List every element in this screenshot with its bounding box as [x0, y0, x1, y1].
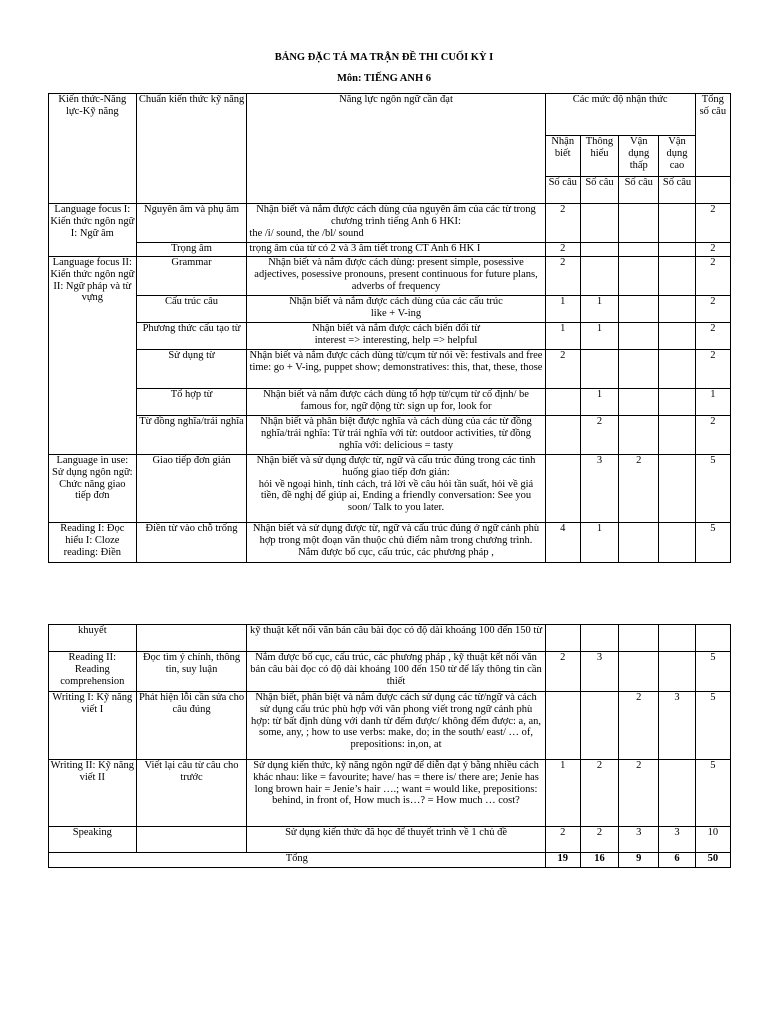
- requirement-cell: Nắm được bố cục, cấu trúc, các phương pháp , kỹ thuật kết nối văn bản câu bài đọc có độ dài khoảng 100 đến 150 từ để lấy thông tin cần thiết: [247, 652, 545, 692]
- requirement-cell: [247, 296, 545, 323]
- count-thong-hieu: [580, 692, 618, 760]
- count-nhan-biet: [545, 389, 580, 416]
- count-total: 10: [695, 827, 730, 853]
- count-total: 5: [695, 455, 730, 523]
- count-nhan-biet: [545, 455, 580, 523]
- knowledge-cell: Reading II: Reading comprehension: [49, 652, 137, 692]
- count-van-dung-cao: 3: [659, 827, 695, 853]
- count-van-dung-thap: [619, 257, 659, 296]
- count-thong-hieu: 1: [580, 323, 618, 350]
- count-van-dung-cao: [659, 760, 695, 827]
- count-van-dung-thap: [619, 350, 659, 389]
- count-van-dung-thap: 2: [619, 760, 659, 827]
- count-nhan-biet: 2: [545, 350, 580, 389]
- standard-cell: Phát hiện lỗi cần sửa cho câu đúng: [136, 692, 247, 760]
- so-cau-label: Số câu: [545, 177, 580, 204]
- count-thong-hieu: [580, 243, 618, 257]
- count-nhan-biet: 2: [545, 204, 580, 243]
- count-thong-hieu: 3: [580, 455, 618, 523]
- section-language-in-use: Language in use: Sử dụng ngôn ngữ: Chức năng giao tiếp đơn: [49, 455, 137, 523]
- standard-cell: Điền từ vào chỗ trống: [136, 523, 247, 563]
- knowledge-cell: khuyết: [49, 625, 137, 652]
- so-cau-label: Số câu: [580, 177, 618, 204]
- count-van-dung-cao: [659, 455, 695, 523]
- standard-cell: Viết lại câu từ câu cho trước: [136, 760, 247, 827]
- count-total: 5: [695, 692, 730, 760]
- count-thong-hieu: [580, 204, 618, 243]
- requirement-cell: Nhận biết và phân biệt được nghĩa và cách dùng của các từ đồng nghĩa/trái nghĩa: Từ trái nghĩa với từ: outdoor activities, từ đồng nghĩa với: delicious = tasty: [247, 416, 545, 455]
- header-requirement: Năng lực ngôn ngữ cần đạt: [247, 94, 545, 204]
- section-language-focus-1: Language focus I: Kiến thức ngôn ngữ I: Ngữ âm: [49, 204, 137, 257]
- count-van-dung-thap: [619, 389, 659, 416]
- level-van-dung-cao: Vận dụng cao: [659, 136, 695, 177]
- count-van-dung-cao: [659, 416, 695, 455]
- count-total: 5: [695, 652, 730, 692]
- count-thong-hieu: [580, 350, 618, 389]
- knowledge-cell: Writing I: Kỹ năng viết I: [49, 692, 137, 760]
- count-nhan-biet: 1: [545, 760, 580, 827]
- count-van-dung-thap: [619, 323, 659, 350]
- count-total: [695, 625, 730, 652]
- standard-cell: Cấu trúc câu: [136, 296, 247, 323]
- standard-cell: Tổ hợp từ: [136, 389, 247, 416]
- requirement-cell: Sử dụng kiến thức, kỹ năng ngôn ngữ để diễn đạt ý bằng nhiều cách khác nhau: like = favourite; have/ has = there is/ there are; Jenie has long brown hair = Jenie’s hair ….; want = would like, prepositions: behind, in front of, How much is…? = How much … cost?: [247, 760, 545, 827]
- count-thong-hieu: 2: [580, 827, 618, 853]
- requirement-line: like + V-ing: [370, 307, 422, 319]
- standard-cell: Grammar: [136, 257, 247, 296]
- count-total: 5: [695, 523, 730, 563]
- count-van-dung-thap: [619, 523, 659, 563]
- so-cau-label: Số câu: [619, 177, 659, 204]
- total-thong-hieu: 16: [580, 853, 618, 868]
- header-levels: Các mức độ nhận thức: [545, 94, 695, 136]
- count-van-dung-cao: [659, 243, 695, 257]
- matrix-table-part-1: [48, 93, 731, 563]
- count-nhan-biet: 1: [545, 323, 580, 350]
- count-van-dung-thap: [619, 652, 659, 692]
- count-van-dung-cao: [659, 323, 695, 350]
- total-all: 50: [695, 853, 730, 868]
- standard-cell: Giao tiếp đơn giản: [136, 455, 247, 523]
- count-van-dung-cao: [659, 204, 695, 243]
- count-van-dung-thap: 2: [619, 455, 659, 523]
- matrix-table-part-2: [48, 624, 731, 868]
- requirement-cell: kỹ thuật kết nối văn bản câu bài đọc có độ dài khoảng 100 đến 150 từ: [247, 625, 545, 652]
- count-total: 2: [695, 323, 730, 350]
- count-van-dung-thap: [619, 625, 659, 652]
- count-thong-hieu: [580, 625, 618, 652]
- requirement-line: interest => interesting, help => helpful: [314, 334, 478, 346]
- count-thong-hieu: 1: [580, 389, 618, 416]
- count-van-dung-cao: [659, 350, 695, 389]
- knowledge-cell: Writing II: Kỹ năng viết II: [49, 760, 137, 827]
- count-nhan-biet: [545, 692, 580, 760]
- level-van-dung-thap: Vận dụng thấp: [619, 136, 659, 177]
- count-van-dung-cao: [659, 296, 695, 323]
- count-nhan-biet: [545, 416, 580, 455]
- requirement-cell: Nhận biết, phân biệt và nắm được cách sử dụng các từ/ngữ và cách sử dụng cấu trúc phù hợp với văn phong viết trong ngữ cảnh phù hợp: từ bất định dùng với danh từ đếm được/ không đếm được: a, an, some, any, ; how to use verbs: make, do; in the south/ east/ … of, prepositions: in,on, at: [247, 692, 545, 760]
- count-nhan-biet: 2: [545, 243, 580, 257]
- count-thong-hieu: 1: [580, 523, 618, 563]
- count-total: 1: [695, 389, 730, 416]
- requirement-cell: Nhận biết và sử dụng được từ, ngữ và cấu trúc đúng ở ngữ cảnh phù hợp trong một đoạn văn thuộc chủ điểm nằm trong chương trình. Nắm được bố cục, cấu trúc, các phương pháp ,: [247, 523, 545, 563]
- requirement-line: hỏi về ngoại hình, tính cách, trả lời về câu hỏi tần suất, hỏi về giá tiền, đề nghị để giúp ai, Ending a friendly conversation: See you soon/ Talk to you later.: [258, 478, 534, 514]
- document-title: BẢNG ĐẶC TẢ MA TRẬN ĐỀ THI CUỐI KỲ I: [274, 52, 494, 63]
- count-thong-hieu: [580, 257, 618, 296]
- count-thong-hieu: 2: [580, 416, 618, 455]
- requirement-cell: Nhận biết và nắm được cách dùng tổ hợp từ/cụm từ cố định/ be famous for, ngữ động từ: sign up for, look for: [247, 389, 545, 416]
- header-standard: Chuẩn kiến thức kỹ năng: [136, 94, 247, 204]
- count-van-dung-cao: [659, 523, 695, 563]
- count-van-dung-thap: [619, 204, 659, 243]
- count-van-dung-thap: [619, 296, 659, 323]
- requirement-line: Nhận biết và nắm được cách dùng của nguyên âm của các từ trong chương trình tiếng Anh 6 HKI:: [256, 204, 536, 227]
- section-language-focus-2: Language focus II: Kiến thức ngôn ngữ II: Ngữ pháp và từ vựng: [49, 257, 137, 455]
- count-total: 2: [695, 416, 730, 455]
- count-total: 2: [695, 350, 730, 389]
- count-van-dung-thap: [619, 416, 659, 455]
- standard-cell: Nguyên âm và phụ âm: [136, 204, 247, 243]
- standard-cell: Trọng âm: [136, 243, 247, 257]
- count-thong-hieu: 1: [580, 296, 618, 323]
- standard-cell: Sử dụng từ: [136, 350, 247, 389]
- count-nhan-biet: 4: [545, 523, 580, 563]
- requirement-cell: Sử dụng kiến thức đã học để thuyết trình về 1 chủ đề: [247, 827, 545, 853]
- total-van-dung-cao: 6: [659, 853, 695, 868]
- total-van-dung-thap: 9: [619, 853, 659, 868]
- count-thong-hieu: 2: [580, 760, 618, 827]
- requirement-line: Nhận biết và nắm được cách dùng của các cấu trúc: [289, 296, 503, 307]
- section-reading-1: Reading I: Đọc hiểu I: Cloze reading: Điền: [49, 523, 137, 563]
- count-nhan-biet: 2: [545, 257, 580, 296]
- header-knowledge: Kiến thức-Năng lực-Kỹ năng: [49, 94, 137, 204]
- total-row-label: Tổng: [49, 853, 546, 868]
- count-nhan-biet: [545, 625, 580, 652]
- requirement-cell: [247, 204, 545, 243]
- count-total: 5: [695, 760, 730, 827]
- level-nhan-biet: Nhận biết: [545, 136, 580, 177]
- count-total: 2: [695, 243, 730, 257]
- standard-cell: Đọc tìm ý chính, thông tin, suy luận: [136, 652, 247, 692]
- requirement-cell: trọng âm của từ có 2 và 3 âm tiết trong CT Anh 6 HK I: [247, 243, 545, 257]
- document-subtitle: Môn: TIẾNG ANH 6: [336, 73, 432, 84]
- requirement-cell: Nhận biết và nắm được cách dùng: present simple, posessive adjectives, posessive pronouns, present continuous for future plans, adverbs of frequency: [247, 257, 545, 296]
- so-cau-label: Số câu: [659, 177, 695, 204]
- requirement-cell: [247, 323, 545, 350]
- empty-cell: [695, 177, 730, 204]
- standard-cell: Từ đồng nghĩa/trái nghĩa: [136, 416, 247, 455]
- count-van-dung-cao: [659, 625, 695, 652]
- standard-cell: [136, 625, 247, 652]
- requirement-line: Nhận biết và nắm được cách biến đổi từ: [312, 323, 480, 334]
- count-van-dung-cao: [659, 257, 695, 296]
- count-van-dung-cao: 3: [659, 692, 695, 760]
- requirement-cell: [247, 455, 545, 523]
- standard-cell: [136, 827, 247, 853]
- requirement-line: Nhận biết và sử dụng được từ, ngữ và cấu trúc đúng trong các tình huống giao tiếp đơn giản:: [256, 455, 536, 478]
- count-van-dung-cao: [659, 652, 695, 692]
- count-van-dung-cao: [659, 389, 695, 416]
- knowledge-cell: Speaking: [49, 827, 137, 853]
- header-total: Tổng số câu: [695, 94, 730, 177]
- level-thong-hieu: Thông hiểu: [580, 136, 618, 177]
- total-nhan-biet: 19: [545, 853, 580, 868]
- count-nhan-biet: 2: [545, 827, 580, 853]
- count-van-dung-thap: 3: [619, 827, 659, 853]
- count-total: 2: [695, 296, 730, 323]
- count-nhan-biet: 2: [545, 652, 580, 692]
- requirement-line: the /i/ sound, the /bl/ sound: [249, 227, 364, 239]
- count-total: 2: [695, 204, 730, 243]
- standard-cell: Phương thức cấu tạo từ: [136, 323, 247, 350]
- count-thong-hieu: 3: [580, 652, 618, 692]
- count-van-dung-thap: [619, 243, 659, 257]
- count-van-dung-thap: 2: [619, 692, 659, 760]
- count-total: 2: [695, 257, 730, 296]
- requirement-cell: Nhận biết và nắm được cách dùng từ/cụm từ nói về: festivals and free time: go + V-ing, puppet show; demonstratives: this, that, these, those: [247, 350, 545, 389]
- count-nhan-biet: 1: [545, 296, 580, 323]
